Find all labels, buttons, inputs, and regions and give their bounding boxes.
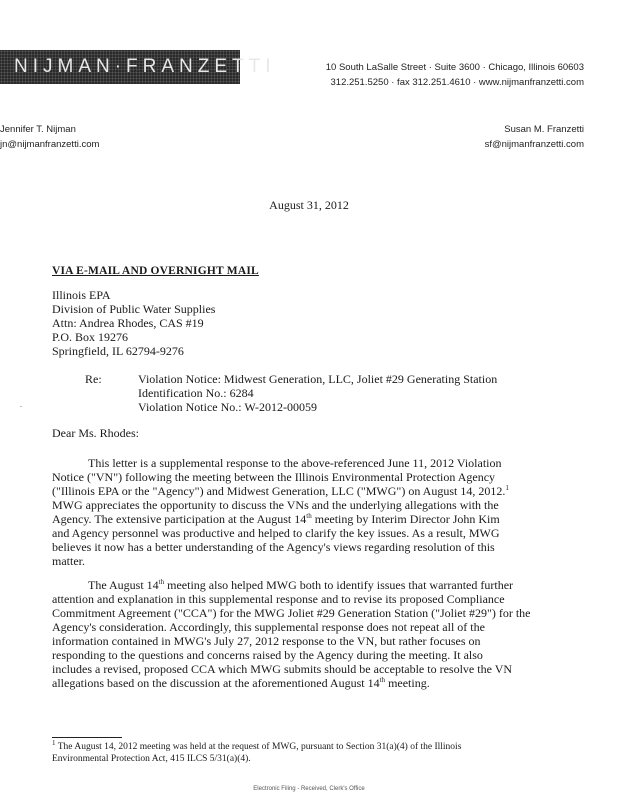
footnote-ref[interactable]: 1 <box>505 484 509 492</box>
left-attorney-name: Jennifer T. Nijman <box>0 124 76 135</box>
recipient-line: Springfield, IL 62794-9276 <box>52 344 184 358</box>
re-line: Violation Notice No.: W-2012-00059 <box>138 400 318 414</box>
margin-mark: . <box>20 400 22 409</box>
firm-logo <box>0 50 276 84</box>
right-attorney-name: Susan M. Franzetti <box>504 124 584 135</box>
paragraph-1 <box>52 456 509 568</box>
recipient-line: Illinois EPA <box>52 288 111 302</box>
paragraph-line: information contained in MWG's July 27, 2012 response to the VN, but rather focuses on <box>52 634 481 648</box>
address-line-2: 312.251.5250 · fax 312.251.4610 · www.nijmanfranzetti.com <box>330 77 584 88</box>
paragraph-line: believes it now has a better understanding of the Agency's views regarding resolution of this <box>52 540 495 554</box>
delivery-method: VIA E-MAIL AND OVERNIGHT MAIL <box>52 265 259 277</box>
paragraph-line: responding to the questions and concerns raised by the Agency during the meeting. It also <box>52 648 483 662</box>
firm-logo-text: NIJMAN·FRANZETTI <box>14 56 276 77</box>
paragraph-line: includes a revised, proposed CCA which MWG submits should be acceptable to resolve the VN <box>52 662 513 676</box>
footnote-divider <box>52 737 122 738</box>
paragraph-line: allegations based on the discussion at the aforementioned August 14th meeting. <box>52 676 430 690</box>
paragraph-line: Commitment Agreement ("CCA") for the MWG Joliet #29 Generation Station ("Joliet #29") for the <box>52 606 531 620</box>
recipient-address <box>52 288 215 358</box>
paragraph-line: The August 14th meeting also helped MWG both to identify issues that warranted further <box>88 578 514 592</box>
paragraph-line: This letter is a supplemental response to the above-referenced June 11, 2012 Violation <box>88 456 502 470</box>
left-attorney <box>0 122 99 152</box>
footnote-number: 1 <box>52 738 56 747</box>
left-attorney-email[interactable]: jn@nijmanfranzetti.com <box>0 139 100 150</box>
footnote <box>52 738 502 765</box>
paragraph-line: Notice ("VN") following the meeting between the Illinois Environmental Protection Agency <box>52 470 496 484</box>
paragraph-2 <box>52 578 531 690</box>
paragraph-line: Agency. The extensive participation at the August 14th meeting by Interim Director John Kim <box>52 512 500 526</box>
footnote-line: Environmental Protection Act, 415 ILCS 5/31(a)(4). <box>52 753 251 764</box>
re-subject <box>138 372 497 414</box>
re-line: Identification No.: 6284 <box>138 386 254 400</box>
recipient-line: Attn: Andrea Rhodes, CAS #19 <box>52 316 204 330</box>
salutation: Dear Ms. Rhodes: <box>52 426 139 440</box>
recipient-line: Division of Public Water Supplies <box>52 302 216 316</box>
paragraph-line: MWG appreciates the opportunity to discuss the VNs and the underlying allegations with the <box>52 498 499 512</box>
paragraph-line: matter. <box>52 554 85 568</box>
right-attorney <box>485 122 584 152</box>
paragraph-line: and Agency personnel was productive and helped to clarify the key issues. As a result, MWG <box>52 526 500 540</box>
re-line: Violation Notice: Midwest Generation, LLC, Joliet #29 Generating Station <box>138 372 498 386</box>
footnote-line: $^1$ The August 14, 2012 meeting was held at the request of MWG, pursuant to Section 31(a)(4) of the Illinois <box>52 738 462 752</box>
filing-footer: Electronic Filing - Received, Clerk's Office <box>253 786 365 792</box>
address-line-1: 10 South LaSalle Street · Suite 3600 · Chicago, Illinois 60603 <box>325 62 584 73</box>
letter-date: August 31, 2012 <box>269 198 349 212</box>
re-label: Re: <box>85 372 102 386</box>
right-attorney-email[interactable]: sf@nijmanfranzetti.com <box>484 139 584 150</box>
paragraph-line: Agency's consideration. Accordingly, this supplemental response does not repeat all of the <box>52 620 485 634</box>
recipient-line: P.O. Box 19276 <box>52 330 129 344</box>
firm-address <box>326 60 584 90</box>
paragraph-line: ("Illinois EPA or the "Agency") and Midwest Generation, LLC ("MWG") on August 14, 2012.$^1$ <box>52 484 509 498</box>
paragraph-line: attention and explanation in this supplemental response and to revise its proposed Compliance <box>52 592 505 606</box>
